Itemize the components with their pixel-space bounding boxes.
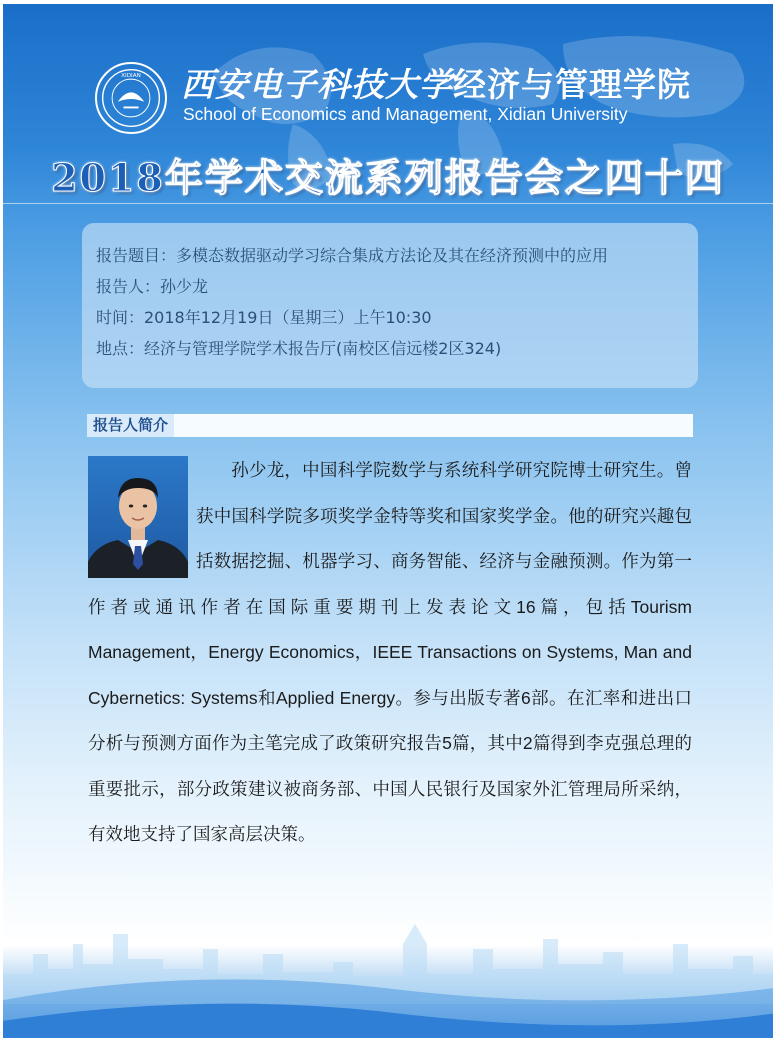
info-place: 地点：经济与管理学院学术报告厅(南校区信远楼2区324): [96, 339, 502, 358]
svg-text:XIDIAN: XIDIAN: [121, 73, 141, 80]
header-divider: [3, 203, 773, 204]
school-name-en: School of Economics and Management, Xidian University: [183, 104, 628, 124]
school-name-cn: [181, 59, 691, 106]
info-speaker: 报告人：孙少龙: [96, 277, 209, 296]
lecture-poster: [3, 4, 773, 1038]
bio-paragraph: [88, 448, 692, 858]
series-title: 2018年学术交流系列报告会之四十四: [51, 155, 725, 200]
bottom-wave-decoration: [3, 964, 773, 1038]
bio-text: 孙少龙，中国科学院数学与系统科学研究院博士研究生。曾获中国科学院多项奖学金特等奖和国家奖学金。他的研究兴趣包括数据挖掘、机器学习、商务智能、经济与金融预测。作为第一作者或通讯作者在国际重要期刊上发表论文16篇，包括Tourism Management，Energy Economics，IEEE Transactions on Systems, Man and Cybernetics: Systems和Applied Energy。参与出版专著6部。在汇率和进出口分析与预测方面作为主笔完成了政策研究报告5篇，其中2篇得到李克强总理的重要批示，部分政策建议被商务部、中国人民银行及国家外汇管理局所采纳，有效地支持了国家高层决策。: [88, 460, 692, 844]
bio-section-label: 报告人简介: [87, 414, 174, 437]
photo-spacer: [88, 448, 196, 583]
info-time: 时间：2018年12月19日（星期三）上午10:30: [96, 308, 432, 327]
info-topic: 报告题目：多模态数据驱动学习综合集成方法论及其在经济预测中的应用: [96, 246, 609, 265]
university-seal-icon: [95, 62, 167, 134]
bio-section-header: [87, 414, 693, 437]
lecture-info-box: [82, 223, 698, 388]
university-name-cn: 西安电子科技大学: [181, 65, 453, 104]
school-name-cn-b: 经济与管理学院: [453, 65, 691, 104]
